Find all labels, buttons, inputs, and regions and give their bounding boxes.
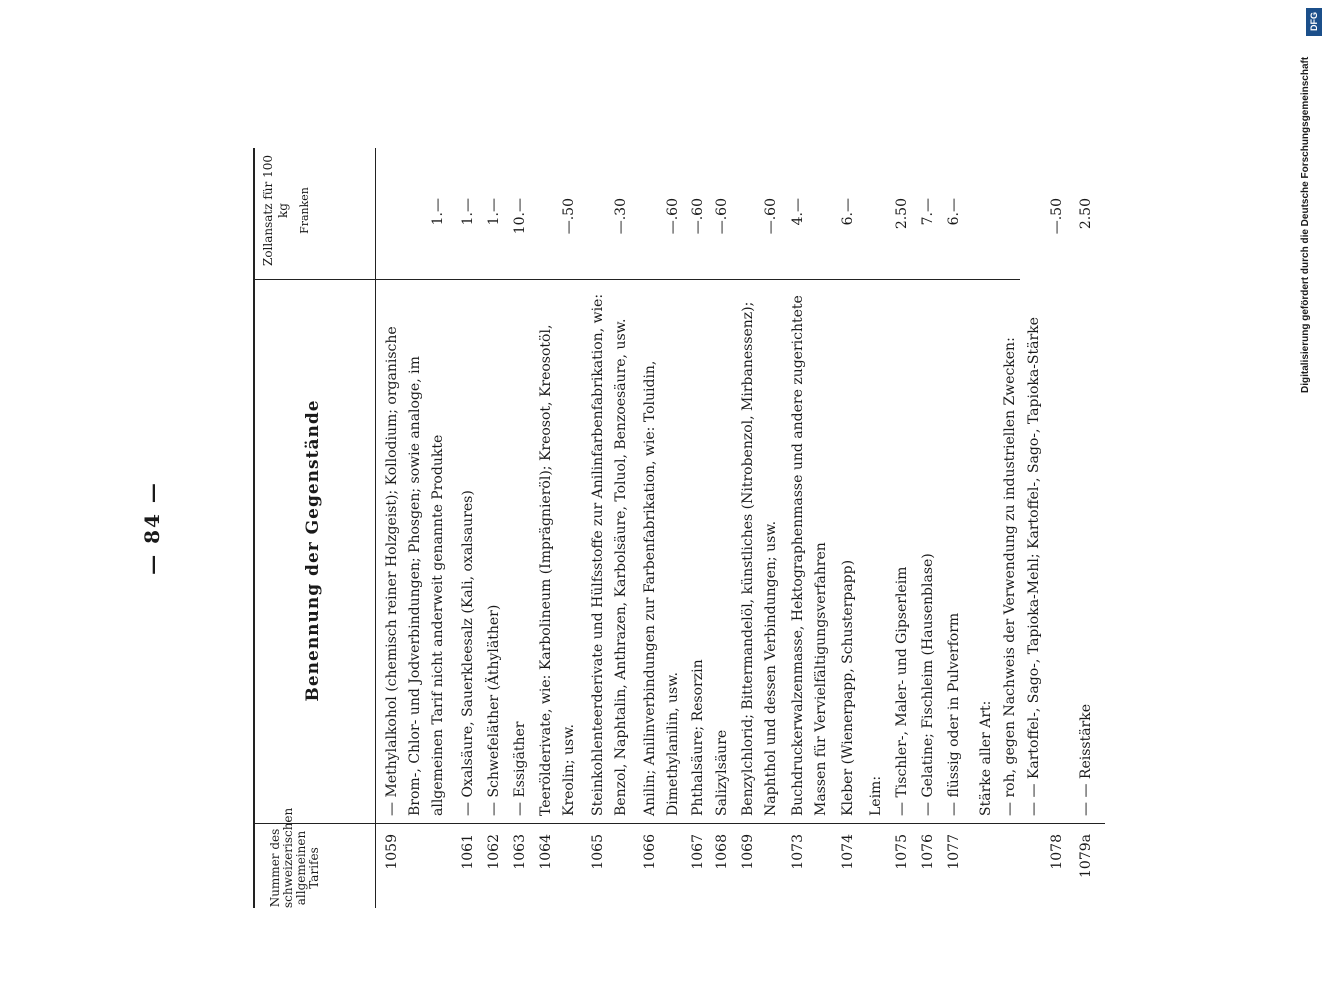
row-number: 1079a [1078, 834, 1094, 878]
row-rate: 6.— [840, 198, 856, 226]
row-rate: —.50 [561, 198, 577, 235]
row-description: Steinkohlenteerderivate und Hülfsstoffe zur Anilinfarbenfabrikation, wie: Benzol, Naphtalin, Anthrazen, Karbolsäure, Toluol, Benzoesäure, usw. [590, 293, 629, 816]
row-number: 1067 [690, 834, 706, 870]
row-description: Phthalsäure; Resorzin [690, 659, 706, 816]
page-number: — 84 — [140, 481, 164, 575]
tariff-table [253, 148, 1105, 908]
row-description: — Gelatine; Fischleim (Hausenblase) [920, 553, 936, 816]
row-description: Anilin; Anilinverbindungen zur Farbenfabrikation, wie: Toluidin, Dimethylanilin, usw. [642, 360, 681, 816]
row-rate: 1.— [486, 198, 502, 226]
header-rate [255, 148, 381, 273]
row-description: Leim: [868, 775, 884, 816]
row-number: 1068 [714, 834, 730, 870]
credit-text: Digitalisierung gefördert durch die Deutsche Forschungsgemeinschaft [1300, 56, 1311, 393]
row-number: 1065 [590, 834, 606, 870]
row-rate: —.60 [714, 198, 730, 235]
row-rate: —.60 [665, 198, 681, 235]
row-number: 1066 [642, 834, 658, 870]
row-rate: 1.— [430, 198, 446, 226]
row-rate: 10.— [512, 198, 528, 235]
row-number: 1062 [486, 834, 502, 870]
row-number: 1061 [460, 834, 476, 870]
row-number: 1076 [920, 834, 936, 870]
row-description: Teerölderivate, wie: Karbolineum (Imprägnieröl); Kreosot, Kreosotöl, Kreolin; usw. [538, 324, 577, 816]
header-description: Benennung der Gegenstände [303, 399, 323, 702]
row-number: 1069 [740, 834, 756, 870]
row-description: — Tischler-, Maler- und Gipserleim [894, 566, 910, 816]
row-rate: —.60 [763, 198, 779, 235]
column-divider [255, 823, 1105, 824]
row-description: — roh, gegen Nachweis der Verwendung zu industriellen Zwecken: [1002, 337, 1018, 816]
row-number: 1074 [840, 834, 856, 870]
row-rate: 4.— [790, 198, 806, 226]
header-rule [375, 148, 376, 908]
row-description: — flüssig oder in Pulverform [946, 612, 962, 816]
row-number: 1075 [894, 834, 910, 870]
dfg-logo-icon: DFG [1306, 8, 1322, 36]
digitization-credit [1300, 8, 1324, 393]
row-description: Salizylsäure [714, 729, 730, 816]
row-number: 1063 [512, 834, 528, 870]
column-divider [255, 279, 1020, 280]
row-description: Buchdruckerwalzenmasse, Hektographenmasse und andere zugerichtete Massen für Vervielfältigungsverfahren [790, 295, 829, 816]
row-description: — Oxalsäure, Sauerkleesalz (Kali, oxalsaures) [460, 490, 476, 816]
row-rate: —.50 [1049, 198, 1065, 235]
row-rate: —.30 [613, 198, 629, 235]
header-number: Nummer des schweizerischen allgemeinen Tarifes [268, 807, 321, 908]
row-number: 1064 [538, 834, 554, 870]
row-number: 1078 [1049, 834, 1065, 870]
row-description: Kleber (Wienerpapp, Schusterpapp) [840, 559, 856, 816]
row-rate: 2.50 [1078, 198, 1094, 230]
header-rate-unit: Franken [298, 187, 311, 234]
row-description: — — Reisstärke [1078, 703, 1094, 816]
header-rate-label: Zollansatz für 100 kg [261, 154, 290, 267]
row-description: Stärke aller Art: [978, 700, 994, 816]
row-description: Benzylchlorid; Bittermandelöl, künstliches (Nitrobenzol, Mirbanessenz); Naphthol und dessen Verbindungen; usw. [740, 301, 779, 816]
row-description: — — Kartoffel-, Sago-, Tapioka-Mehl; Kartoffel-, Sago-, Tapioka-Stärke [1026, 317, 1042, 816]
row-rate: —.60 [690, 198, 706, 235]
row-description: — Schwefeläther (Äthyläther) [486, 604, 502, 816]
row-rate: 7.— [920, 198, 936, 226]
page [140, 148, 1130, 908]
row-rate: 2.50 [894, 198, 910, 230]
row-number: 1077 [946, 834, 962, 870]
row-rate: 6.— [946, 198, 962, 226]
row-number: 1073 [790, 834, 806, 870]
row-number: 1059 [384, 834, 400, 870]
row-description: — Methylalkohol (chemisch reiner Holzgeist); Kollodium; organische Brom-, Chlor- und Jodverbindungen; Phosgen; sowie analoge, im allgemeinen Tarif nicht anderweit genannte Produkte [384, 326, 446, 816]
row-description: — Essigäther [512, 721, 528, 816]
row-rate: 1.— [460, 198, 476, 226]
